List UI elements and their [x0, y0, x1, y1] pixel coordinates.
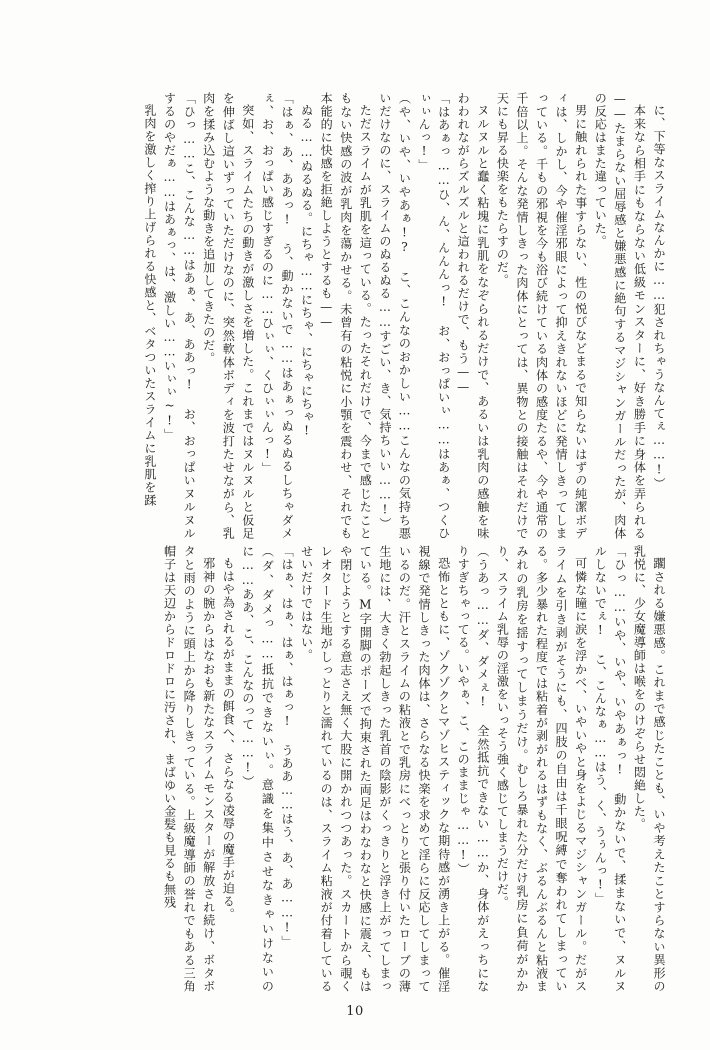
paragraph: ただスライムが乳肌を這っている。たったそれだけで、今まで感じたこともない快感の波が乳肉を蕩かせる。未曾有の粘悦に小顎を震わせ、それでも本能的に快感を拒絶しようとするも——	[319, 92, 373, 540]
page-number: 10	[346, 1004, 364, 1019]
paragraph: ヌルヌルと蠢く粘塊に乳肌をなぞられるだけで、あるいは乳肉の感触を味わわれながらズルズルと這われるだけで、もう——	[456, 92, 490, 540]
text-block-lower	[38, 545, 668, 993]
paragraph: 突如、スライムたちの動きが激しさを増した。これまではヌルヌルと仮足を伸ばし這いずっていただけなのに、突然軟体ボディを波打たせながら、乳肉を揉み込むような動きを追加してきたのだ。	[201, 92, 255, 540]
paragraph: （や、いや、いやあぁ!? こ、こんなのおかしい……こんなの気持ち悪いだけなのに、スライムのぬるぬる……すごい、き、気持ちいい……!）	[377, 92, 412, 540]
paragraph: 乳肉を激しく搾り上げられる快感と、ベタついたスライムに乳肌を蹂	[142, 104, 157, 508]
paragraph: 可憐な瞳に涙を浮かべ、いやいやと身をよじるマジシャンガール。だがスライムを引き剥がそうにも、四肢の自由は千眼呪縛で奪われてしまっている。多少暴れた程度では粘着が剥がれるはずもなく、ぶるんぶるんと粘液まみれの乳房を揺すってしまうだけ。むしろ暴れた分だけ乳房に負荷がかかり、スライム乳辱の淫激をいっそう強く感じてしまうだけだ。	[495, 545, 588, 993]
paragraph: 「はぁ、はぁ、はぁ、はぁっ! うああ……はう、あ、あ……!」	[280, 545, 295, 949]
paragraph: （ダ、ダメっ……抵抗できないぃ。意識を集中させなきゃいけないのに……ああ、こ、こんなのって……!）	[240, 545, 275, 993]
paragraph: 「はぁ、あ、ああっ! う、動かないで……はあぁっぬるぬるしちゃダメぇ、お、おっぱい感じすぎるのに……ひぃぃ、くひぃぃんっ!」	[260, 92, 295, 540]
paragraph: 「はあぁっ……ひ、ん、んんんっ! お、おっぱいぃ……はあぁ、つくひぃぃんっ!」	[417, 92, 451, 540]
paragraph: 「ひっ……いや、いや、いやあぁっ! 動かないで、揉まないで、ヌルヌルしないでぇ! こ、こんなぁ……はう、く、うぅんっ!」	[593, 545, 627, 993]
paragraph: 本来なら相手にもならない低級モンスターに、好き勝手に身体を弄られる——たまらない屈辱感と嫌悪感に絶句するマジシャンガールだったが、肉体の反応はまた違っていた。	[593, 92, 647, 540]
paragraph: （うあっ……ダ、ダメぇ! 全然抵抗できない……か、身体がえっちになりすぎちゃってる。いやぁ、こ、このままじゃ……!）	[456, 545, 490, 993]
paragraph: ぬる……ぬるぬる。にちゃ……にちゃ、にちゃにちゃ!	[299, 104, 314, 439]
paragraph: 「ひっ……こ、こんな……はあぁ、あ、ああっ! お、おっぱいヌルヌルするのやだぁ……はあぁっ、は、激しい……いぃぃ~!」	[162, 92, 197, 540]
text-block-upper	[38, 92, 668, 540]
paragraph: 躙される嫌悪感。これまで感じたことも、いや考えたことすらない異形の乳悦に、少女魔導師は喉をのけぞらせ悶絶した。	[632, 545, 666, 993]
paragraph: 恐怖とともに、ゾクゾクとマゾヒスティックな期待感が湧き上がる。催淫視線で発情しきった肉体は、さらなる快楽を求めて淫らに反応してしまっているのだ。汗とスライムの粘液とで乳房にべっとりと張り付いたローブの薄生地には、大きく勃起しきった乳首の陰影がくっきりと浮き上がってしまっている。M字開脚のポーズで拘束された両足はわなわなと快感に震え、もはや閉じようとする意志さえ無く大股に開かれつつあった。スカートから覗くレオタード生地がしっとりと濡れているのは、スライム粘液が付着しているせいだけではない。	[299, 545, 451, 993]
paragraph: 男に触れられた事すらない、性の悦びなどまるで知らないはずの純潔ボディは、しかし、今や催淫邪眼によって抑えきれないほどに発情しきってしまっている。千もの邪視を今も浴び続けている肉体の感度たるや、今や通常の千倍以上。そんな発情しきった肉体にとっては、異物との接触はそれだけで天にも昇る快楽をもたらすのだ。	[495, 92, 588, 540]
paragraph: に、下等なスライムなんかに……犯されちゃうなんてぇ……!）	[652, 104, 666, 491]
paragraph: もはや為されるがままの餌食へ、さらなる凌辱の魔手が迫る。	[221, 557, 236, 922]
paragraph: 邪神の腕からはなおも新たなスライムモンスターが解放され続け、ボタボタと雨のように頭上から降りしきっている。上級魔導師の誉れでもある三角帽子は天辺からドロドロに汚され、まばゆい金髪も見るも無残	[162, 545, 216, 993]
